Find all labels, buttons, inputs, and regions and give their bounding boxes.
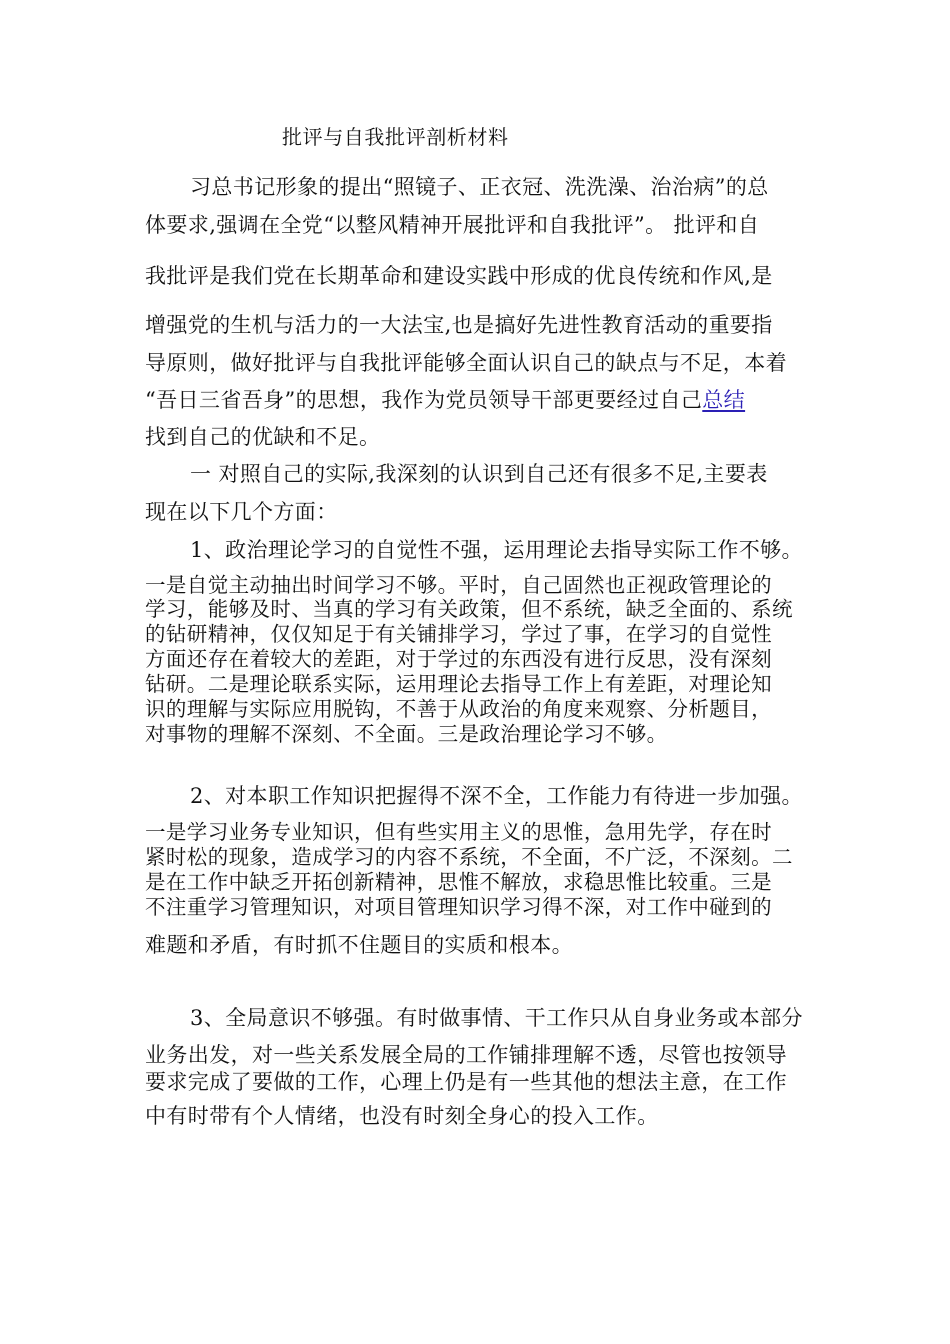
intro-line-1: 习总书记形象的提出“照镜子、正衣冠、洗洗澡、治治病”的总 bbox=[190, 175, 769, 199]
point-2-line-3: 是在工作中缺乏开拓创新精神，思惟不解放，求稳思惟比较重。三是 bbox=[145, 870, 772, 894]
section-heading-line-1: 一 对照自己的实际,我深刻的认识到自己还有很多不足,主要表 bbox=[190, 462, 768, 486]
point-3-line-3: 中有时带有个人情绪，也没有时刻全身心的投入工作。 bbox=[145, 1104, 659, 1128]
point-3-line-2: 要求完成了要做的工作，心理上仍是有一些其他的想法主意，在工作 bbox=[145, 1070, 787, 1094]
section-heading-line-2: 现在以下几个方面： bbox=[145, 500, 338, 524]
intro-line-5: 导原则，做好批评与自我批评能够全面认识自己的缺点与不足，本着 bbox=[145, 351, 787, 375]
point-1-line-4: 方面还存在着较大的差距，对于学过的东西没有进行反思，没有深刻 bbox=[145, 647, 772, 671]
intro-line-6-text: “吾日三省吾身”的思想，我作为党员领导干部更要经过自己 bbox=[145, 388, 703, 412]
intro-line-3: 我批评是我们党在长期革命和建设实践中形成的优良传统和作风,是 bbox=[145, 264, 773, 288]
point-1-line-2: 学习，能够及时、当真的学习有关政策，但不系统，缺乏全面的、系统 bbox=[145, 597, 793, 621]
document-title: 批评与自我批评剖析材料 bbox=[282, 125, 509, 149]
point-1-line-7: 对事物的理解不深刻、不全面。三是政治理论学习不够。 bbox=[145, 722, 668, 746]
point-1-line-5: 钻研。二是理论联系实际，运用理论去指导工作上有差距，对理论知 bbox=[145, 672, 772, 696]
point-1-line-3: 的钻研精神，仅仅知足于有关铺排学习，学过了事，在学习的自觉性 bbox=[145, 622, 772, 646]
point-2-heading: 2、对本职工作知识把握得不深不全，工作能力有待进一步加强。 bbox=[190, 784, 803, 808]
point-1-heading: 1、政治理论学习的自觉性不强，运用理论去指导实际工作不够。 bbox=[190, 538, 803, 562]
intro-line-2: 体要求,强调在全党“以整风精神开展批评和自我批评”。 批评和自 bbox=[145, 213, 760, 237]
intro-line-6 bbox=[145, 387, 745, 413]
intro-line-4: 增强党的生机与活力的一大法宝,也是搞好先进性教育活动的重要指 bbox=[145, 313, 773, 337]
point-3-heading: 3、全局意识不够强。有时做事情、干工作只从自身业务或本部分 bbox=[190, 1006, 803, 1030]
point-2-line-2: 紧时松的现象，造成学习的内容不系统，不全面，不广泛，不深刻。二 bbox=[145, 845, 793, 869]
point-2-line-1: 一是学习业务专业知识，但有些实用主义的思惟，急用先学，存在时 bbox=[145, 820, 772, 844]
point-1-line-6: 识的理解与实际应用脱钩，不善于从政治的角度来观察、分析题目， bbox=[145, 697, 772, 721]
summary-link[interactable]: 总结 bbox=[702, 388, 746, 412]
point-2-line-5: 难题和矛盾，有时抓不住题目的实质和根本。 bbox=[145, 933, 573, 957]
point-1-line-1: 一是自觉主动抽出时间学习不够。平时，自己固然也正视政管理论的 bbox=[145, 573, 772, 597]
point-3-line-1: 业务出发，对一些关系发展全局的工作铺排理解不透，尽管也按领导 bbox=[145, 1043, 787, 1067]
intro-line-7: 找到自己的优缺和不足。 bbox=[145, 425, 381, 449]
point-2-line-4: 不注重学习管理知识，对项目管理知识学习得不深，对工作中碰到的 bbox=[145, 895, 772, 919]
